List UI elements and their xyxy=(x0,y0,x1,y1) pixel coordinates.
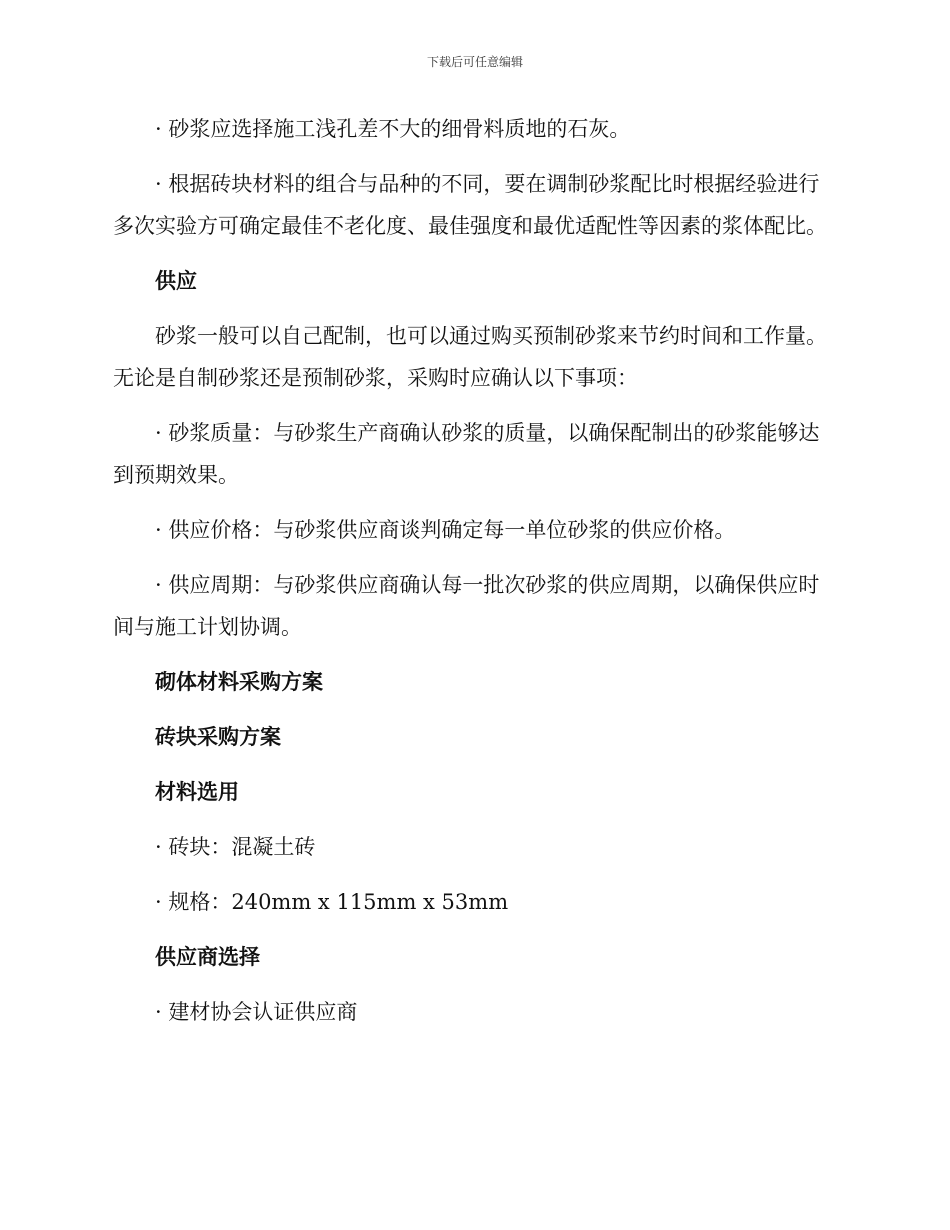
heading-brick-procurement: 砖块采购方案 xyxy=(155,725,281,749)
bullet-supply-price: · 供应价格：与砂浆供应商谈判确定每一单位砂浆的供应价格。 xyxy=(155,518,736,542)
heading-supply: 供应 xyxy=(155,269,197,293)
bullet-supply-cycle: · 供应周期：与砂浆供应商确认每一批次砂浆的供应周期，以确保供应时间与施工计划协调。 xyxy=(113,573,820,639)
bullet-brick-type: · 砖块：混凝土砖 xyxy=(155,835,316,859)
page-header: 下载后可任意编辑 xyxy=(426,55,523,69)
bullet-mortar-quality: · 砂浆质量：与砂浆生产商确认砂浆的质量，以确保配制出的砂浆能够达到预期效果。 xyxy=(113,421,820,487)
bullet-brick-size: · 规格：240mm x 115mm x 53mm xyxy=(155,890,509,914)
bullet-certified-supplier: · 建材协会认证供应商 xyxy=(155,1000,358,1024)
bullet-mix-ratio: · 根据砖块材料的组合与品种的不同，要在调制砂浆配比时根据经验进行多次实验方可确定最佳不老化度、最佳强度和最优适配性等因素的浆体配比。 xyxy=(113,172,827,238)
bullet-mortar-selection: · 砂浆应选择施工浅孔差不大的细骨料质地的石灰。 xyxy=(155,117,631,141)
document-body xyxy=(113,108,833,1046)
heading-supplier-selection: 供应商选择 xyxy=(155,945,260,969)
heading-material-selection: 材料选用 xyxy=(155,780,239,804)
paragraph-supply-intro: 砂浆一般可以自己配制，也可以通过购买预制砂浆来节约时间和工作量。无论是自制砂浆还是预制砂浆，采购时应确认以下事项： xyxy=(113,324,827,390)
heading-masonry-procurement: 砌体材料采购方案 xyxy=(155,670,323,694)
